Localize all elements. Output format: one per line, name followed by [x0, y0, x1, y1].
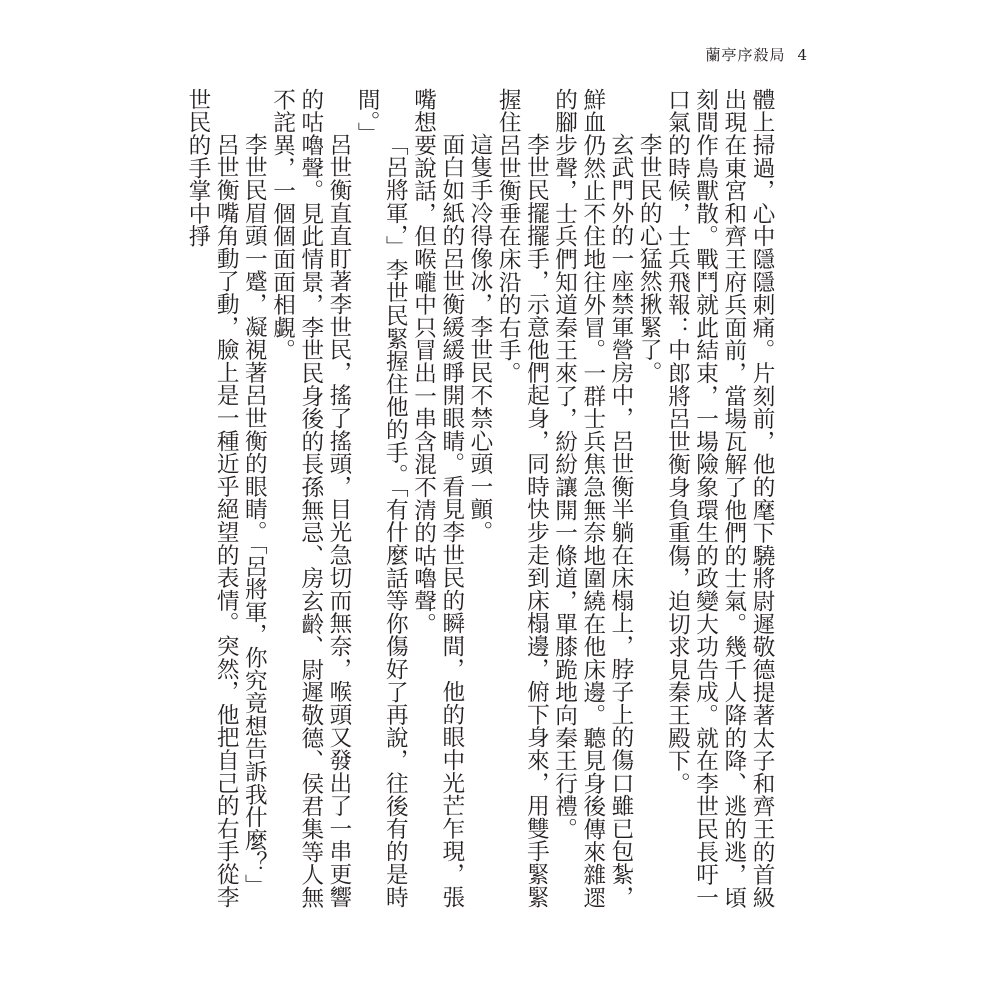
- paragraph-3: 玄武門外的一座禁軍營房中，呂世衡半躺在床榻上，脖子上的傷口雖已包紮，鮮血仍然止不住地往外冒。一群士兵焦急無奈地圍繞在他床邊。聽見身後傳來雜遝的腳步聲，士兵們知道秦王來了，紛紛讓開一條道，單膝跪地向秦王行禮。: [551, 88, 634, 909]
- paragraph-7: 「呂將軍，」李世民緊握住他的手。「有什麼話等你傷好了再說，往後有的是時間。」: [354, 88, 409, 909]
- running-header: [705, 44, 808, 65]
- paragraph-6: 面白如紙的呂世衡緩緩睜開眼睛。看見李世民的瞬間，他的眼中光芒乍現，張嘴想要說話，但喉嚨中只冒出一串含混不清的咕嚕聲。: [410, 88, 465, 909]
- paragraph-1: 體上掃過，心中隱隱刺痛。片刻前，他的麾下驍將尉遲敬德提著太子和齊王的首級出現在東宮和齊王府兵面前，當場瓦解了他們的士氣。幾千人降的降、逃的逃，頃刻間作鳥獸散。戰鬥就此結束，一場險象環生的政變大功告成。就在李世民長吁一口氣的時候，士兵飛報：中郎將呂世衡身負重傷，迫切求見秦王殿下。: [664, 88, 775, 909]
- paragraph-4: 李世民擺擺手，示意他們起身，同時快步走到床榻邊，俯下身來，用雙手緊緊握住呂世衡垂在床沿的右手。: [495, 88, 550, 909]
- body-text: [184, 88, 776, 918]
- paragraph-8: 呂世衡直直盯著李世民，搖了搖頭，目光急切而無奈，喉頭又發出了一串更響的咕嚕聲。見此情景，李世民身後的長孫無忌、房玄齡、尉遲敬德、侯君集等人無不詫異，一個個面面相覷。: [269, 88, 352, 909]
- book-title: 蘭亭序殺局: [705, 46, 786, 64]
- paragraph-2: 李世民的心猛然揪緊了。: [636, 133, 663, 384]
- paragraph-10: 呂世衡嘴角動了動，臉上是一種近乎絕望的表情。突然，他把自己的右手從李世民的手掌中掙: [184, 88, 240, 909]
- paragraph-9: 李世民眉頭一蹙，凝視著呂世衡的眼睛。「呂將軍，你究竟想告訴我什麼？」: [241, 133, 268, 898]
- paragraph-5: 這隻手冷得像冰，李世民不禁心頭一顫。: [466, 133, 493, 544]
- page-number: 4: [797, 46, 808, 64]
